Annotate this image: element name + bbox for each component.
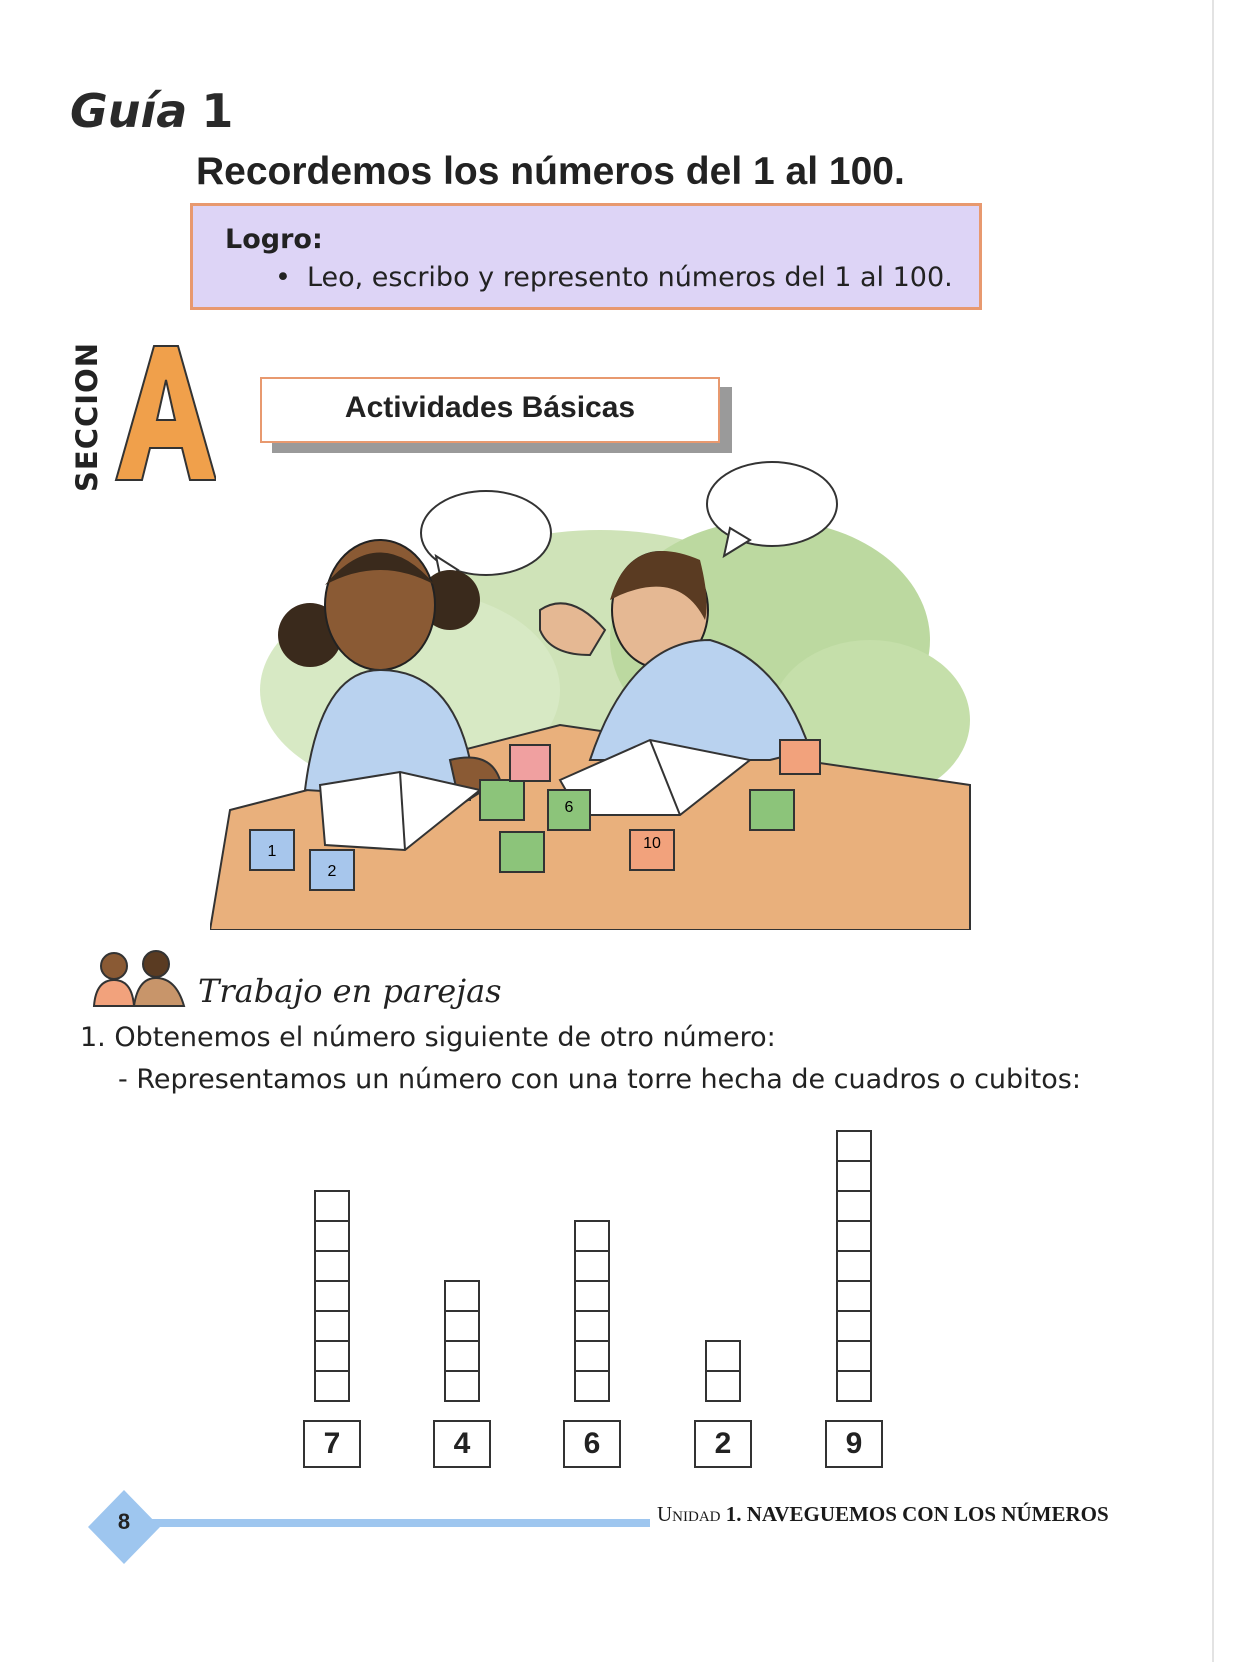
block-label: 10 — [643, 835, 661, 852]
activities-box — [260, 377, 720, 443]
pair-work-icon — [84, 950, 196, 1008]
cube — [838, 1282, 870, 1312]
goal-label: Logro: — [225, 224, 323, 255]
cube — [838, 1312, 870, 1342]
cube — [446, 1372, 478, 1402]
tower-number-box: 2 — [694, 1420, 752, 1468]
guide-label: Guía — [70, 84, 188, 138]
block-label: 2 — [327, 863, 337, 880]
lesson-title: Recordemos los números del 1 al 100. — [196, 150, 905, 193]
number-block — [310, 850, 354, 890]
cube — [576, 1282, 608, 1312]
cube-tower — [836, 1130, 872, 1402]
cube — [446, 1312, 478, 1342]
cube — [707, 1372, 739, 1402]
number-block — [630, 830, 674, 870]
cube — [576, 1222, 608, 1252]
unit-footer — [657, 1502, 1109, 1527]
pairs-label: Trabajo en parejas — [198, 972, 502, 1010]
cube — [576, 1372, 608, 1402]
block-green — [750, 790, 794, 830]
bullet-icon: • — [275, 262, 291, 293]
section-letter-text: A — [112, 342, 113, 343]
cube — [838, 1252, 870, 1282]
block-green — [500, 832, 544, 872]
cube — [446, 1282, 478, 1312]
section-vertical-label: SECCION — [70, 342, 104, 492]
goal-item — [275, 262, 953, 293]
cube — [316, 1222, 348, 1252]
cube — [576, 1312, 608, 1342]
cube — [838, 1372, 870, 1402]
unit-prefix: Unidad — [657, 1502, 721, 1526]
cube-tower — [705, 1340, 741, 1402]
cube — [838, 1222, 870, 1252]
cube — [838, 1132, 870, 1162]
cube — [838, 1192, 870, 1222]
tower-number-box: 7 — [303, 1420, 361, 1468]
page-number: 8 — [117, 1509, 131, 1534]
cube — [576, 1342, 608, 1372]
cube — [838, 1162, 870, 1192]
unit-title: 1. NAVEGUEMOS CON LOS NÚMEROS — [725, 1502, 1109, 1526]
number-block — [250, 830, 294, 870]
block-label: 6 — [564, 799, 574, 816]
illustration-children-studying — [210, 460, 980, 930]
number-block — [548, 790, 590, 830]
cube — [316, 1372, 348, 1402]
cube — [446, 1342, 478, 1372]
block-pink — [510, 745, 550, 781]
tower-number-box: 4 — [433, 1420, 491, 1468]
instruction-1: 1. Obtenemos el número siguiente de otro número: — [80, 1022, 776, 1053]
cube — [316, 1192, 348, 1222]
cube — [316, 1312, 348, 1342]
block-pink — [780, 740, 820, 774]
footer-bar — [150, 1519, 650, 1527]
instruction-2: - Representamos un número con una torre hecha de cuadros o cubitos: — [118, 1064, 1081, 1095]
activities-title: Actividades Básicas — [344, 391, 636, 424]
goal-box — [190, 203, 982, 310]
block-green — [480, 780, 524, 820]
page-edge — [1212, 0, 1214, 1662]
tower-number-box: 9 — [825, 1420, 883, 1468]
cube-tower — [444, 1280, 480, 1402]
cube-tower — [314, 1190, 350, 1402]
guide-number: 1 — [201, 84, 234, 138]
cube — [838, 1342, 870, 1372]
guide-title — [70, 84, 233, 138]
goal-item-text: Leo, escribo y represento números del 1 al 100. — [306, 262, 953, 293]
cube — [316, 1342, 348, 1372]
tower-number-box: 6 — [563, 1420, 621, 1468]
cube — [316, 1282, 348, 1312]
block-label: 1 — [267, 843, 277, 860]
cube — [316, 1252, 348, 1282]
cube — [576, 1252, 608, 1282]
cube — [707, 1342, 739, 1372]
cube-tower — [574, 1220, 610, 1402]
section-letter-a — [112, 342, 216, 482]
